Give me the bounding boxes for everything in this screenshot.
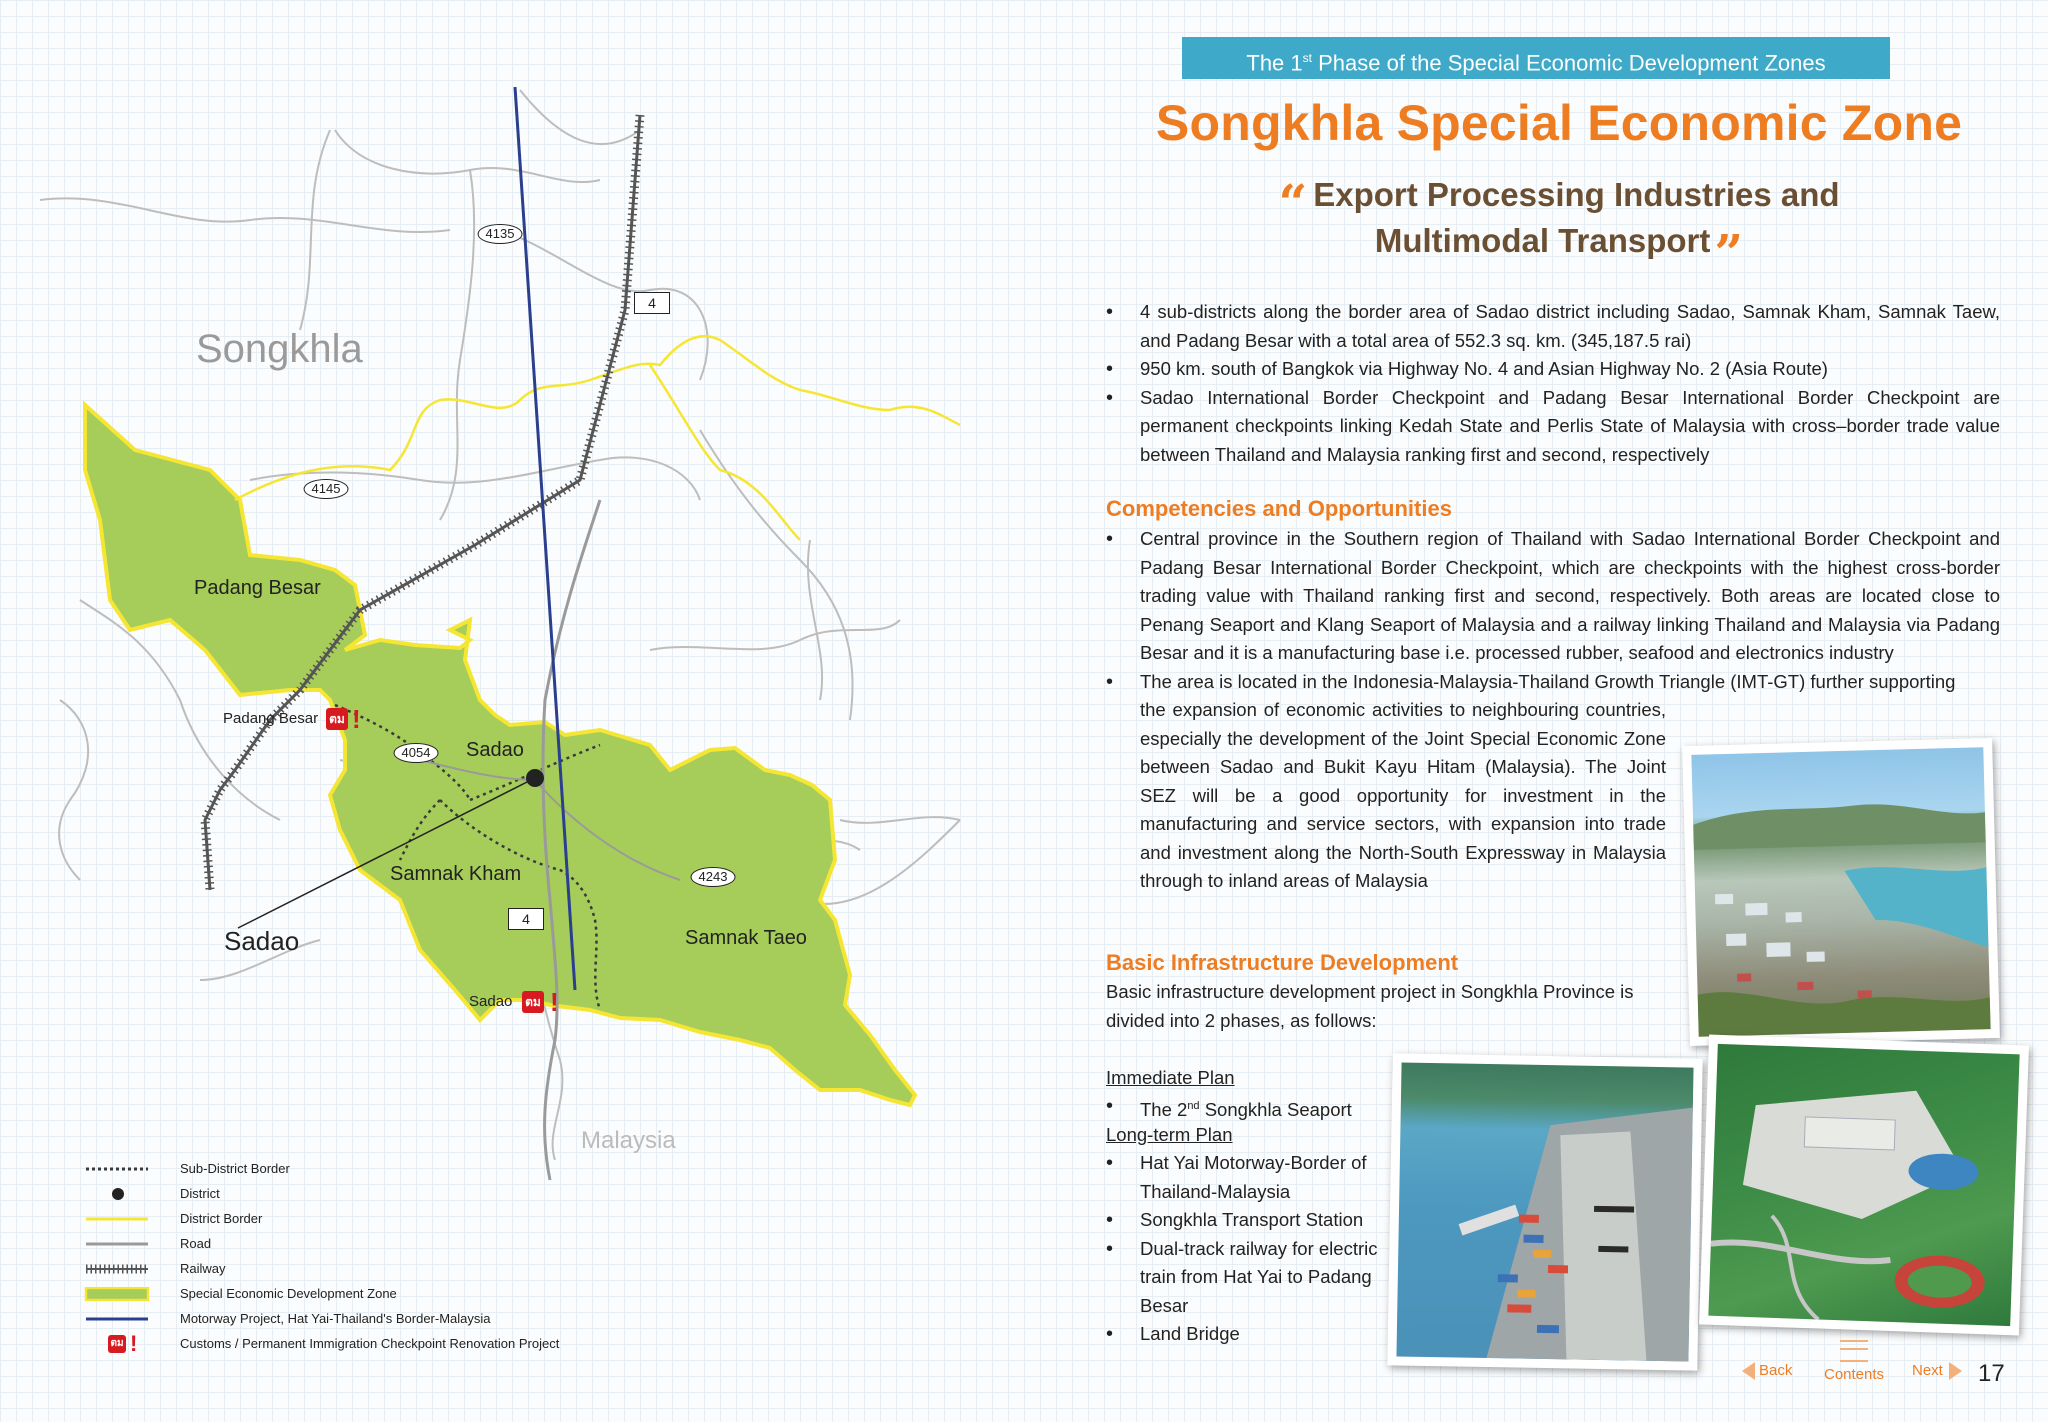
railway-symbol bbox=[84, 1262, 150, 1276]
long-term-plan-label: Long-term Plan bbox=[1106, 1124, 1233, 1145]
road-marker-4-north: 4 bbox=[634, 292, 670, 314]
checkpoint-icon-padang-besar: ตม bbox=[326, 708, 348, 730]
open-quote-icon: “ bbox=[1278, 173, 1308, 232]
checkpoint-symbol-mark: ! bbox=[130, 1331, 138, 1356]
right-page bbox=[1070, 0, 2048, 1422]
immediate-plan-list bbox=[1106, 1092, 1406, 1125]
list-item: • 950 km. south of Bangkok via Highway No. 4 and Asian Highway No. 2 (Asia Route) bbox=[1106, 355, 2000, 384]
photo-coastal-city bbox=[1682, 738, 2000, 1046]
checkpoint-mark-padang-besar: ! bbox=[352, 704, 361, 734]
province-label: Songkhla bbox=[196, 327, 363, 371]
checkpoint-label-padang-besar: Padang Besar bbox=[223, 710, 319, 727]
station-scene bbox=[1708, 1044, 2019, 1326]
immediate-plan-label: Immediate Plan bbox=[1106, 1067, 1235, 1088]
long-term-plan-list bbox=[1106, 1149, 1396, 1349]
list-item: • Dual-track railway for electric train from Hat Yai to Padang Besar bbox=[1106, 1235, 1396, 1321]
next-arrow-icon bbox=[1949, 1362, 1962, 1380]
sub-district-border-symbol bbox=[84, 1162, 150, 1176]
page-number: 17 bbox=[1978, 1360, 2005, 1387]
road-marker-4-south: 4 bbox=[508, 908, 544, 930]
phase-banner: The 1st Phase of the Special Economic Development Zones bbox=[1182, 37, 1890, 79]
list-item: • Hat Yai Motorway-Border of Thailand-Malaysia bbox=[1106, 1149, 1396, 1206]
infrastructure-intro: Basic infrastructure development project in Songkhla Province is divided into 2 phases, as follows: bbox=[1106, 981, 1634, 1031]
intro-bullets bbox=[1106, 298, 2000, 469]
checkpoint-label-sadao: Sadao bbox=[469, 993, 513, 1010]
list-item: • 4 sub-districts along the border area of Sadao district including Sadao, Samnak Kham, Samnak Taew, and Padang Besar with a total area of 552.3 sq. km. (345,187.5 rai) bbox=[1106, 298, 2000, 355]
road-marker-4054: 4054 bbox=[394, 743, 439, 763]
region-samnak-taeo: Samnak Taeo bbox=[685, 927, 807, 949]
page-title: Songkhla Special Economic Zone bbox=[1155, 95, 1963, 151]
road-marker-4243: 4243 bbox=[691, 867, 736, 887]
photo-seaport bbox=[1387, 1053, 1702, 1370]
district-symbol bbox=[84, 1187, 150, 1201]
list-item: • Central province in the Southern region of Thailand with Sadao International Border Checkpoint and Padang Besar International Border Checkpoint, which are checkpoints with the highest cross-border trading value with Thailand ranking first and second, respectively. Both areas are located close to Penang Seaport and Klang Seaport of Malaysia and a railway linking Thailand and Malaysia via Padang Besar and it is a manufacturing base i.e. processed rubber, seafood and electronics industry bbox=[1106, 525, 2000, 668]
back-arrow-icon bbox=[1742, 1362, 1755, 1380]
competencies-heading: Competencies and Opportunities bbox=[1106, 496, 1452, 521]
next-button[interactable]: Next bbox=[1912, 1362, 1962, 1380]
list-item: • The 2nd Songkhla Seaport bbox=[1106, 1092, 1406, 1125]
region-sadao: Sadao bbox=[466, 739, 524, 761]
seaport-scene bbox=[1396, 1062, 1693, 1361]
page-subtitle: “ Export Processing Industries and Multimodal Transport” bbox=[1278, 173, 1840, 282]
region-padang-besar: Padang Besar bbox=[194, 577, 321, 599]
road-marker-4135: 4135 bbox=[478, 224, 523, 244]
city-scene bbox=[1691, 747, 1990, 1037]
close-quote-icon: ” bbox=[1714, 223, 1744, 282]
checkpoint-symbol-icon: ตม bbox=[108, 1335, 126, 1353]
map: Songkhla Malaysia Padang Besar Sadao Samnak Kham Samnak Taeo Sadao 4135 4145 4054 4243 4 4 Padang Besar ตม ! Sadao ตม ! Sub-District Border District District Border Road Railway Special Economic Development Zone Motorway Project, Hat Yai-Thailand's Border-Malaysia ตม ! Customs / Permanent Immigration Checkpoint Renovation Project bbox=[0, 0, 1070, 1422]
contents-button[interactable]: Contents bbox=[1824, 1340, 1884, 1383]
photo-transport-station bbox=[1699, 1035, 2029, 1336]
back-button[interactable]: Back bbox=[1742, 1362, 1792, 1380]
country-label: Malaysia bbox=[581, 1127, 676, 1154]
contents-icon bbox=[1840, 1340, 1868, 1362]
road-symbol bbox=[84, 1237, 150, 1251]
list-item: • Land Bridge bbox=[1106, 1320, 1396, 1349]
list-item: • Songkhla Transport Station bbox=[1106, 1206, 1396, 1235]
motorway-symbol bbox=[84, 1312, 150, 1326]
list-item: • Sadao International Border Checkpoint and Padang Besar International Border Checkpoint are permanent checkpoints linking Kedah State and Perlis State of Malaysia with cross–border trade value between Thailand and Malaysia ranking first and second, respectively bbox=[1106, 384, 2000, 470]
checkpoint-mark-sadao: ! bbox=[550, 987, 559, 1017]
infrastructure-heading: Basic Infrastructure Development bbox=[1106, 950, 1459, 975]
road-marker-4145: 4145 bbox=[304, 479, 349, 499]
sez-symbol bbox=[84, 1287, 150, 1301]
checkpoint-icon-sadao: ตม bbox=[522, 991, 544, 1013]
list-item: • The area is located in the Indonesia-Malaysia-Thailand Growth Triangle (IMT-GT) further supporting the expansion of economic activities to neighbouring countries, especially the development of the Joint Special Economic Zone between Sadao and Bukit Kayu Hitam (Malaysia). The Joint SEZ will be a good opportunity for investment in the manufacturing and service sectors, with expansion into trade and investment along the North-South Expressway in Malaysia through to inland areas of Malaysia bbox=[1106, 668, 2000, 896]
district-border-symbol bbox=[84, 1212, 150, 1226]
region-samnak-kham: Samnak Kham bbox=[390, 863, 522, 885]
district-callout-label: Sadao bbox=[224, 926, 300, 956]
